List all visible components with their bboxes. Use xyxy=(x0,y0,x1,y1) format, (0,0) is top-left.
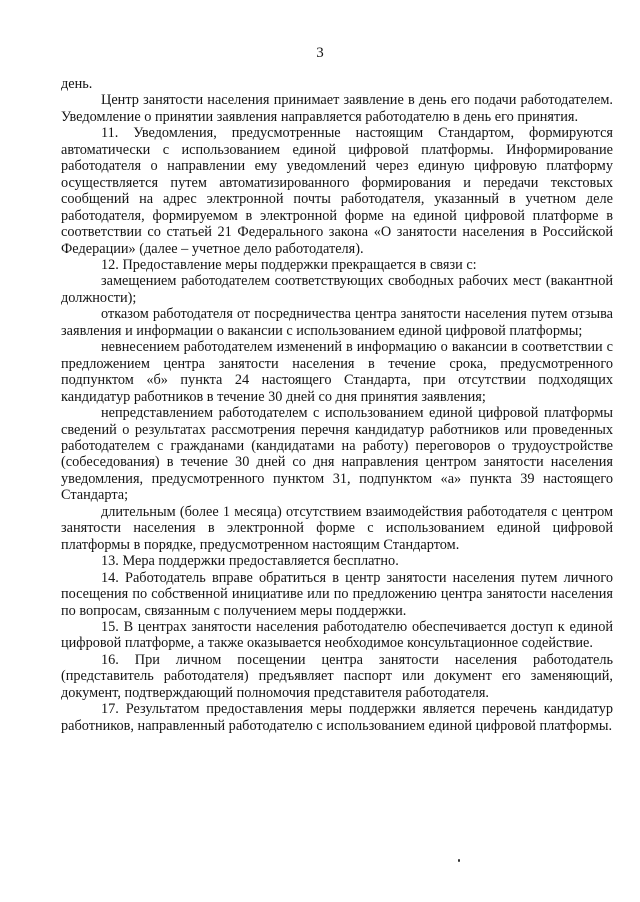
list-item: отказом работодателя от посредничества центра занятости населения путем отзыва заявления и информации о вакансии с использованием единой цифровой платформы; xyxy=(61,306,613,339)
list-item: невнесением работодателем изменений в информацию о вакансии в соответствии с предложением центра занятости населения в течение срока, предусмотренного подпунктом «б» пункта 24 настоящего Стандарта, при отсутствии подходящих кандидатур работников в течение 30 дней со дня принятия заявления; xyxy=(61,339,613,405)
paragraph-16: 16. При личном посещении центра занятости населения работодатель (представитель работодателя) предъявляет паспорт или документ его заменяющий, документ, подтверждающий полномочия представителя работодателя. xyxy=(61,651,613,701)
paragraph-12: 12. Предоставление меры поддержки прекращается в связи с: xyxy=(101,256,477,273)
list-item: замещением работодателем соответствующих свободных рабочих мест (вакантной должности); xyxy=(61,273,613,306)
paragraph-11: 11. Уведомления, предусмотренные настоящим Стандартом, формируются автоматически с использованием единой цифровой платформы. Информирование работодателя о направлении ему уведомлений через единую цифровую платформу осуществляется путем автоматизированного формирования и передачи текстовых сообщений на адрес электронной почты работодателя, указанный в учетном деле работодателя, формируемом в электронной форме на единой цифровой платформе в соответствии со статьей 21 Федерального закона «О занятости населения в Российской Федерации» (далее – учетное дело работодателя). xyxy=(61,125,613,257)
document-body xyxy=(61,76,613,734)
page-number: 3 xyxy=(316,45,324,61)
paragraph-17: 17. Результатом предоставления меры поддержки является перечень кандидатур работников, направленный работодателю с использованием единой цифровой платформы. xyxy=(61,701,613,734)
paragraph-13: 13. Мера поддержки предоставляется бесплатно. xyxy=(101,553,399,570)
list-item: длительным (более 1 месяца) отсутствием взаимодействия работодателя с центром занятости населения в электронной форме с использованием единой цифровой платформы в порядке, предусмотренном настоящим Стандартом. xyxy=(61,503,613,553)
paragraph-continuation: день. xyxy=(61,76,93,92)
list-item: непредставлением работодателем с использованием единой цифровой платформы сведений о результатах рассмотрения перечня кандидатур работников или проведенных работодателем с гражданами (кандидатами на работу) переговоров о трудоустройстве (собеседования) в течение 30 дней со дня направления центром занятости населения уведомления, предусмотренного пунктом 31, подпунктом «а» пункта 39 настоящего Стандарта; xyxy=(61,405,613,504)
paragraph: Центр занятости населения принимает заявление в день его подачи работодателем. Уведомление о принятии заявления направляется работодателю в день его принятия. xyxy=(61,92,613,125)
paragraph-14: 14. Работодатель вправе обратиться в центр занятости населения путем личного посещения по собственной инициативе или по предложению центра занятости населения по вопросам, связанным с получением меры поддержки. xyxy=(61,569,613,619)
paragraph-15: 15. В центрах занятости населения работодателю обеспечивается доступ к единой цифровой платформе, а также оказывается необходимое консультационное содействие. xyxy=(61,618,613,652)
scan-speck xyxy=(458,859,460,862)
